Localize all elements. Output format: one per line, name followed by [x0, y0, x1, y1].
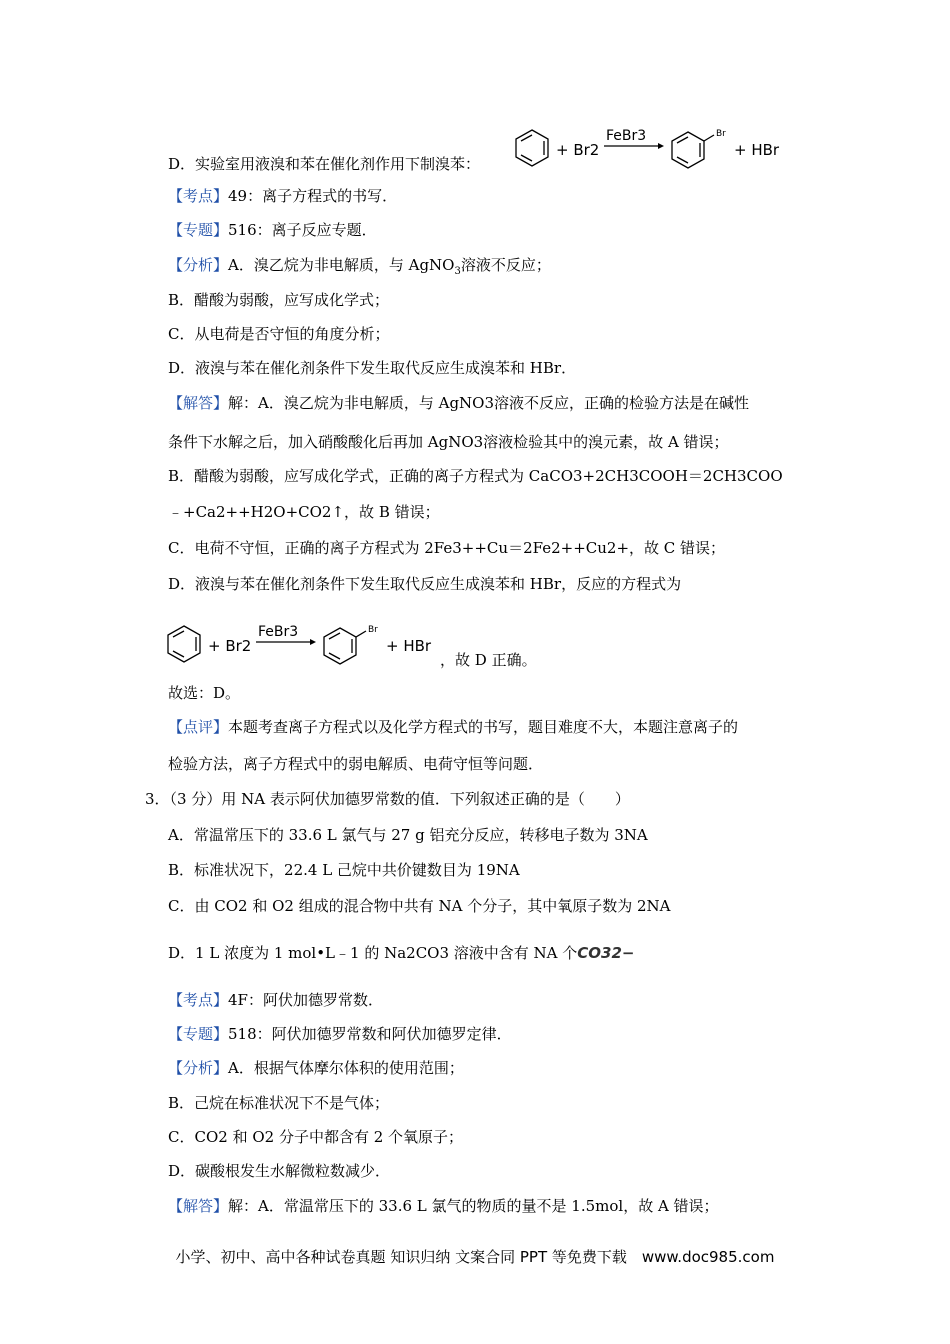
hbr-label: + HBr	[386, 637, 432, 655]
q3-kaodian: 【考点】4F：阿伏加德罗常数．	[168, 991, 383, 1009]
br2-label: + Br2	[208, 637, 252, 655]
q2-fenxi-b: B．醋酸为弱酸，应写成化学式；	[168, 291, 390, 309]
catalyst-label: FeBr3	[258, 624, 299, 640]
q2-jieda-a2: 条件下水解之后，加入硝酸酸化后再加 AgNO3溶液检验其中的溴元素，故 A 错误；	[168, 433, 729, 451]
br2-label: + Br2	[556, 141, 600, 159]
carbonate-ion: CO32−	[577, 944, 635, 962]
q2-jieda-c: C．电荷不守恒，正确的离子方程式为 2Fe3++Cu＝2Fe2++Cu2+，故 C 错误；	[168, 539, 726, 557]
benzene-ring-icon	[516, 130, 548, 166]
q2-dianping-1: 【点评】本题考查离子方程式以及化学方程式的书写，题目难度不大，本题注意离子的	[168, 718, 739, 736]
q3-zhuanti: 【专题】518：阿伏加德罗常数和阿伏加德罗定律．	[168, 1025, 512, 1043]
q2-option-d: D．实验室用液溴和苯在催化剂作用下制溴苯：	[168, 155, 481, 173]
q2-zhuanti: 【专题】516：离子反应专题．	[168, 221, 377, 239]
q2-kaodian: 【考点】49：离子方程式的书写．	[168, 187, 398, 205]
bromobenzene-ring-icon	[672, 132, 714, 168]
q2-dianping-2: 检验方法，离子方程式中的弱电解质、电荷守恒等问题．	[168, 755, 544, 773]
q3-jieda-a: 【解答】解：A．常温常压下的 33.6 L 氯气的物质的量不是 1.5mol，故 A 错误；	[168, 1197, 719, 1215]
q3-option-b: B．标准状况下，22.4 L 己烷中共价键数目为 19NA	[168, 861, 520, 879]
q3-fenxi-d: D．碳酸根发生水解微粒数减少．	[168, 1162, 391, 1180]
q2-jieda-d2: ，故 D 正确。	[440, 651, 537, 669]
q2-jieda-b2: ﹣+Ca2++H2O+CO2↑，故 B 错误；	[168, 503, 440, 521]
q3-fenxi-c: C．CO2 和 O2 分子中都含有 2 个氧原子；	[168, 1128, 464, 1146]
q3-option-c: C．由 CO2 和 O2 组成的混合物中共有 NA 个分子，其中氧原子数为 2NA	[168, 897, 671, 915]
q2-fenxi-a: 【分析】A．溴乙烷为非电解质，与 AgNO$_3$溶液不反应；	[168, 256, 551, 277]
q3-fenxi-a: 【分析】A．根据气体摩尔体积的使用范围；	[168, 1059, 464, 1077]
benzene-ring-icon	[168, 626, 200, 662]
hbr-label: + HBr	[734, 141, 780, 159]
q2-guxuan: 故选：D。	[168, 684, 241, 702]
bromobenzene-ring-icon	[324, 628, 366, 664]
q3-option-a: A．常温常压下的 33.6 L 氯气与 27 g 铝充分反应，转移电子数为 3NA	[168, 826, 648, 844]
br-substituent: Br	[716, 129, 726, 139]
q2-jieda-b1: B．醋酸为弱酸，应写成化学式，正确的离子方程式为 CaCO3+2CH3COOH＝2CH3COO	[168, 467, 783, 485]
reaction-equation-top	[512, 124, 787, 172]
page-footer: 小学、初中、高中各种试卷真题 知识归纳 文案合同 PPT 等免费下载 www.doc985.com	[175, 1248, 775, 1266]
q3-fenxi-b: B．己烷在标准状况下不是气体；	[168, 1094, 390, 1112]
q2-jieda-d1: D．液溴与苯在催化剂条件下发生取代反应生成溴苯和 HBr，反应的方程式为	[168, 575, 682, 593]
q3-stem: 3．（3 分）用 NA 表示阿伏加德罗常数的值．下列叙述正确的是（ ）	[145, 790, 630, 808]
catalyst-label: FeBr3	[606, 128, 647, 144]
q2-jieda-a1: 【解答】解：A．溴乙烷为非电解质，与 AgNO3溶液不反应，正确的检验方法是在碱性	[168, 394, 750, 412]
q3-option-d: D．1 L 浓度为 1 mol•L﹣1 的 Na2CO3 溶液中含有 NA 个CO32−	[168, 944, 635, 962]
br-substituent: Br	[368, 625, 378, 635]
q2-fenxi-d: D．液溴与苯在催化剂条件下发生取代反应生成溴苯和 HBr．	[168, 359, 577, 377]
reaction-equation-answer	[164, 620, 439, 668]
q2-fenxi-c: C．从电荷是否守恒的角度分析；	[168, 325, 390, 343]
